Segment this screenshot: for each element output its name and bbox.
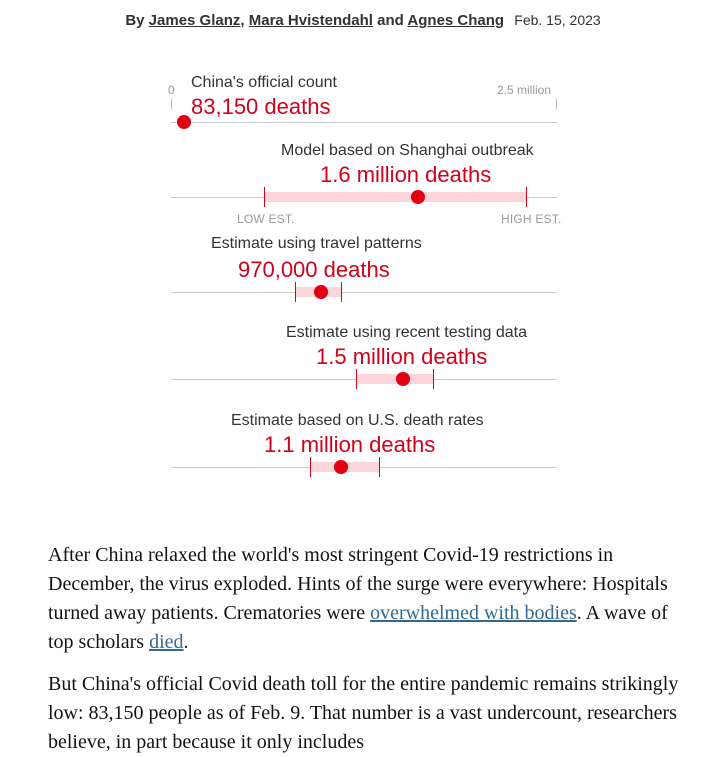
article-paragraph-1 <box>48 541 688 657</box>
overwhelmed-bodies-link[interactable]: overwhelmed with bodies <box>370 602 577 624</box>
author-link-2[interactable]: Mara Hvistendahl <box>248 12 373 29</box>
publish-date: Feb. 15, 2023 <box>514 12 601 28</box>
low-estimate-tick <box>264 187 265 207</box>
paragraph-text: . <box>183 631 189 653</box>
estimate-dot <box>396 372 410 386</box>
high-estimate-tick <box>379 457 380 477</box>
byline-separator: , <box>240 12 245 29</box>
estimate-dot <box>314 285 328 299</box>
estimate-axis <box>171 292 557 293</box>
paragraph-text: After China relaxed the world's most stringent Covid-19 restrictions in December, the virus exploded. Hints of the surge were everywhere: Hospitals turned away patients. Crematories were <box>48 544 668 624</box>
estimate-value: 1.6 million deaths <box>320 162 492 187</box>
estimate-label: Estimate based on U.S. death rates <box>231 412 484 429</box>
estimate-label: Estimate using recent testing data <box>286 324 528 341</box>
estimate-value: 1.5 million deaths <box>316 344 488 369</box>
scale-min-label: 0 <box>168 83 175 97</box>
estimate-label: Estimate using travel patterns <box>211 235 422 252</box>
byline-by: By <box>125 12 145 29</box>
estimate-axis <box>171 122 557 123</box>
article-paragraph-2: But China's official Covid death toll for the entire pandemic remains strikingly low: 83,150 people as of Feb. 9. That number is a vast undercount, researchers believe, in part because it only includes <box>48 673 679 753</box>
estimate-value: 1.1 million deaths <box>264 432 436 457</box>
estimate-range-band <box>356 374 433 384</box>
scholars-died-link[interactable]: died <box>149 631 184 653</box>
high-estimate-tick <box>341 282 342 302</box>
byline <box>0 12 726 29</box>
low-estimate-label: LOW EST. <box>237 212 295 226</box>
scale-max-tick <box>556 99 557 109</box>
author-link-3[interactable]: Agnes Chang <box>407 12 505 29</box>
high-estimate-tick <box>526 187 527 207</box>
paragraph-text: . A wave of top scholars <box>48 602 668 653</box>
high-estimate-tick <box>433 369 434 389</box>
low-estimate-tick <box>310 457 311 477</box>
byline-and: and <box>377 12 404 29</box>
estimate-value: 83,150 deaths <box>191 94 331 119</box>
estimate-dot <box>411 190 425 204</box>
estimate-dot <box>177 115 191 129</box>
estimate-value: 970,000 deaths <box>238 257 390 282</box>
estimate-dot <box>334 460 348 474</box>
scale-min-tick <box>171 99 172 109</box>
author-link-1[interactable]: James Glanz <box>148 12 241 29</box>
low-estimate-tick <box>356 369 357 389</box>
estimate-range-band <box>264 192 526 202</box>
estimate-label: Model based on Shanghai outbreak <box>281 142 534 159</box>
estimate-label: China's official count <box>191 74 337 91</box>
high-estimate-label: HIGH EST. <box>501 212 562 226</box>
low-estimate-tick <box>295 282 296 302</box>
scale-max-label: 2.5 million <box>497 83 552 97</box>
